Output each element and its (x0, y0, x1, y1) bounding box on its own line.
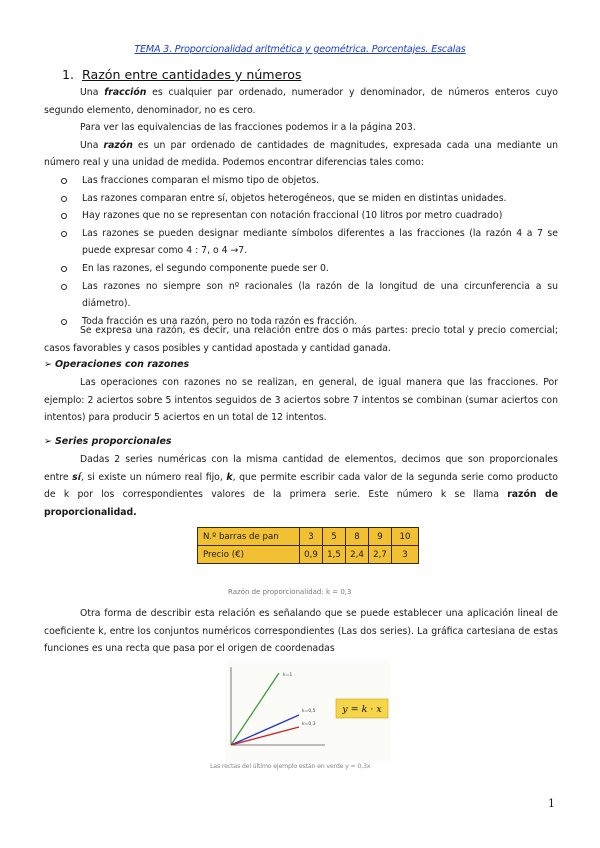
list-item: Las razones no siempre son nº racionales (la razón de la longitud de una circunferencia a su diámetro). (44, 278, 558, 313)
page-number: 1 (548, 797, 555, 810)
paragraph-grafica: Otra forma de describir esta relación es señalando que se puede establecer una aplicación lineal de coeficiente k, entre los conjuntos numéricos correspondientes (Las dos series). La gráfica cartesiana de estas funciones es una recta que pasa por el origen de coordenadas (44, 608, 558, 655)
list-item: En las razones, el segundo componente puede ser 0. (44, 260, 558, 278)
proportionality-graph (225, 661, 391, 761)
paragraph-equivalencias: Para ver las equivalencias de las fracciones podemos ir a la página 203. (80, 122, 416, 134)
table-cell: 2,7 (369, 546, 392, 564)
graph-label: k=0,3 (302, 722, 316, 727)
list-item: Las razones se pueden designar mediante símbolos diferentes a las fracciones (la razón 4 a 7 se puede expresar como 4 : 7, o 4 →7. (44, 225, 558, 260)
graph-label: k=1 (283, 673, 293, 678)
table-cell: 3 (392, 546, 419, 564)
table-row (198, 528, 419, 546)
table-cell: 2,4 (346, 546, 369, 564)
list-item: Las fracciones comparan el mismo tipo de objetos. (44, 172, 558, 190)
section-title: Razón entre cantidades y números (82, 67, 302, 82)
subheading-series: ➢ Series proporcionales (44, 436, 172, 447)
section-heading (62, 67, 302, 82)
differences-list (44, 172, 558, 330)
section-number: 1. (62, 67, 75, 82)
paragraph-series: Dadas 2 series numéricas con la misma cantidad de elementos, decimos que son proporcionales entre sí, si existe un número real fijo, k, que permite escribir cada valor de la segunda serie como producto de k por los correspondientes valores de la primera serie. Este número k se llama razón de proporcionalidad. (44, 454, 558, 518)
table-row (198, 546, 419, 564)
list-item: Las razones comparan entre sí, objetos heterogéneos, que se miden en distintas unidades. (44, 190, 558, 208)
table-cell: 3 (300, 528, 323, 546)
table-cell: Precio (€) (198, 546, 300, 564)
list-item: Hay razones que no se representan con notación fraccional (10 litros por metro cuadrado) (44, 207, 558, 225)
paragraph-razon: Una razón es un par ordenado de cantidades de magnitudes, expresada cada una mediante un número real y una unidad de medida. Podemos encontrar diferencias tales como: (44, 139, 558, 169)
paragraph-operaciones: Las operaciones con razones no se realizan, en general, de igual manera que las fracciones. Por ejemplo: 2 aciertos sobre 5 intentos seguidos de 3 aciertos sobre 7 intentos se combinan (sumar aciertos con intentos) para producir 5 aciertos en un total de 12 intentos. (44, 377, 558, 424)
graph-caption: Las rectas del último ejemplo están en verde y = 0,3x (210, 763, 371, 770)
table-caption: Razón de proporcionalidad: k = 0,3 (228, 588, 352, 596)
document-title: TEMA 3. Proporcionalidad aritmética y geométrica. Porcentajes. Escalas (134, 44, 466, 55)
table-cell: 9 (369, 528, 392, 546)
list-item: Toda fracción es una razón, pero no toda razón es fracción. (44, 313, 558, 331)
graph-label: k=0,5 (302, 709, 316, 714)
paragraph-relacion: Se expresa una razón, es decir, una relación entre dos o más partes: precio total y precio comercial; casos favorables y casos posibles y cantidad apostada y cantidad ganada. (44, 325, 558, 354)
table-cell: 1,5 (323, 546, 346, 564)
table-cell: 8 (346, 528, 369, 546)
subheading-operaciones: ➢ Operaciones con razones (44, 359, 190, 370)
table-cell: N.º barras de pan (198, 528, 300, 546)
proportionality-table (197, 527, 419, 564)
table-cell: 0,9 (300, 546, 323, 564)
formula-text: y = k · x (342, 704, 382, 715)
paragraph-fraccion: Una fracción es cualquier par ordenado, numerador y denominador, de números enteros cuyo segundo elemento, denominador, no es cero. (44, 87, 558, 116)
table-cell: 10 (392, 528, 419, 546)
table-cell: 5 (323, 528, 346, 546)
intro-text (44, 84, 558, 172)
